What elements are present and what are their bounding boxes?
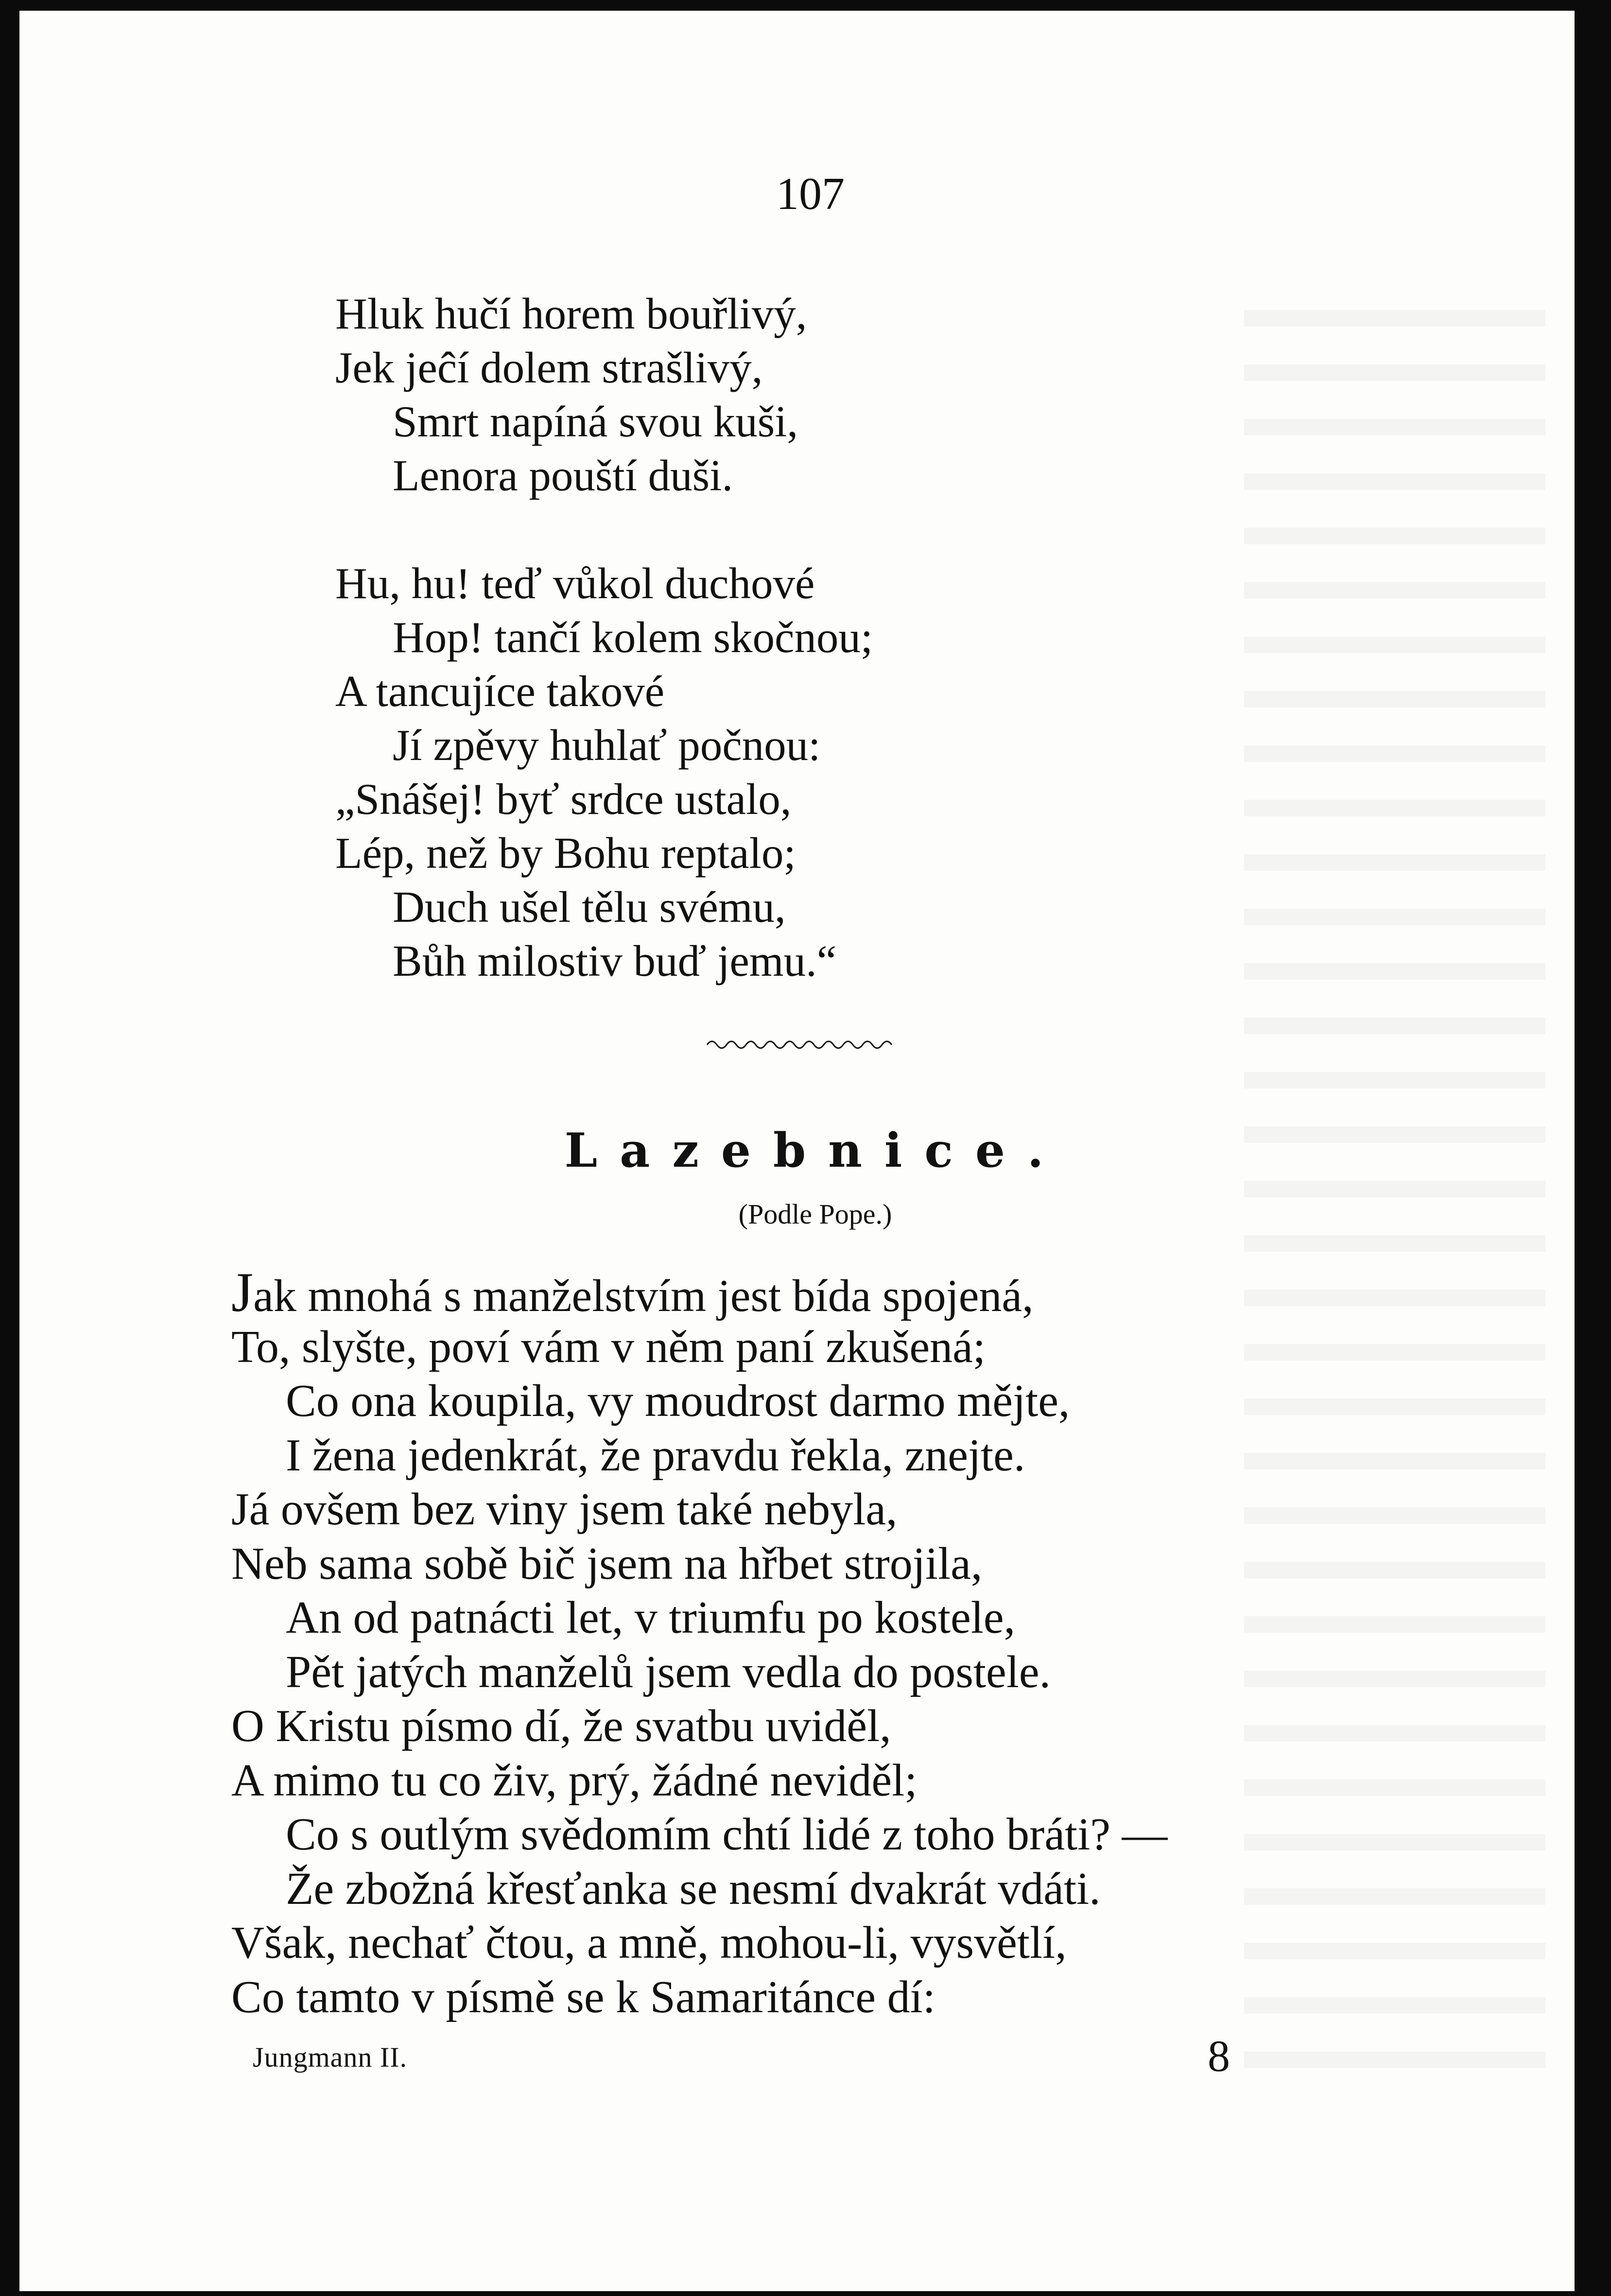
verse-line: A mimo tu co živ, prý, žádné neviděl; [231, 1755, 918, 1806]
stanza-2 [335, 556, 873, 988]
wavy-divider [705, 1035, 899, 1053]
verse-line-text: ak mnohá s manželstvím jest bída spojená, [253, 1271, 1034, 1321]
verse-line: Jí zpěvy huhlať počnou: [393, 721, 821, 770]
verse-line: Co s outlým svědomím chtí lidé z toho bráti? — [286, 1809, 1168, 1860]
verse-line: I žena jedenkrát, že pravdu řekla, znejte. [286, 1430, 1025, 1481]
verse-line: Jek jeĉí dolem strašlivý, [335, 343, 763, 392]
verse-line: Lép, než by Bohu reptalo; [335, 829, 796, 878]
poem-title: Lazebnice. [564, 1123, 1066, 1178]
signature-mark: Jungmann II. [253, 2041, 408, 2073]
verse-line: Já ovšem bez viny jsem také nebyla, [231, 1484, 898, 1535]
verse-line: Duch ušel tělu svému, [393, 882, 786, 932]
initial-letter: J [231, 1261, 254, 1324]
verse-line [231, 1261, 1168, 1324]
poem-subtitle: (Podle Pope.) [738, 1198, 892, 1230]
verse-line: Co ona koupila, vy moudrost darmo mějte, [286, 1376, 1070, 1426]
page-number: 107 [776, 169, 845, 219]
verse-line: Hluk hučí horem bouřlivý, [335, 289, 807, 338]
verse-line: A tancujíce takové [335, 667, 665, 716]
verse-line: Smrt napíná svou kuši, [393, 397, 798, 446]
verse-line: Hop! tančí kolem skočnou; [393, 613, 873, 662]
verse-line: Pět jatých manželů jsem vedla do postele. [286, 1646, 1051, 1697]
verse-line: Bůh milostiv buď jemu.“ [393, 936, 837, 985]
verse-line: Lenora pouští duši. [393, 451, 733, 500]
verse-line: An od patnácti let, v triumfu po kostele, [286, 1592, 1016, 1643]
sheet-number: 8 [1208, 2031, 1230, 2081]
verse-line: Však, nechať čtou, a mně, mohou-li, vysvětlí, [231, 1917, 1067, 1968]
verse-line: Že zbožná křesťanka se nesmí dvakrát vdáti. [286, 1863, 1101, 1914]
verse-line: Neb sama sobě bič jsem na hřbet strojila, [231, 1538, 983, 1589]
verse-line: Co tamto v písmě se k Samaritánce dí: [231, 1971, 935, 2022]
verse-line: „Snášej! byť srdce ustalo, [335, 775, 792, 824]
verse-body [231, 1261, 1168, 2024]
stanza-1 [335, 287, 807, 502]
verse-line: To, slyšte, poví vám v něm paní zkušená; [231, 1321, 986, 1372]
verse-line: O Kristu písmo dí, že svatbu uviděl, [231, 1701, 891, 1751]
verse-line: Hu, hu! teď vůkol duchové [335, 559, 815, 608]
